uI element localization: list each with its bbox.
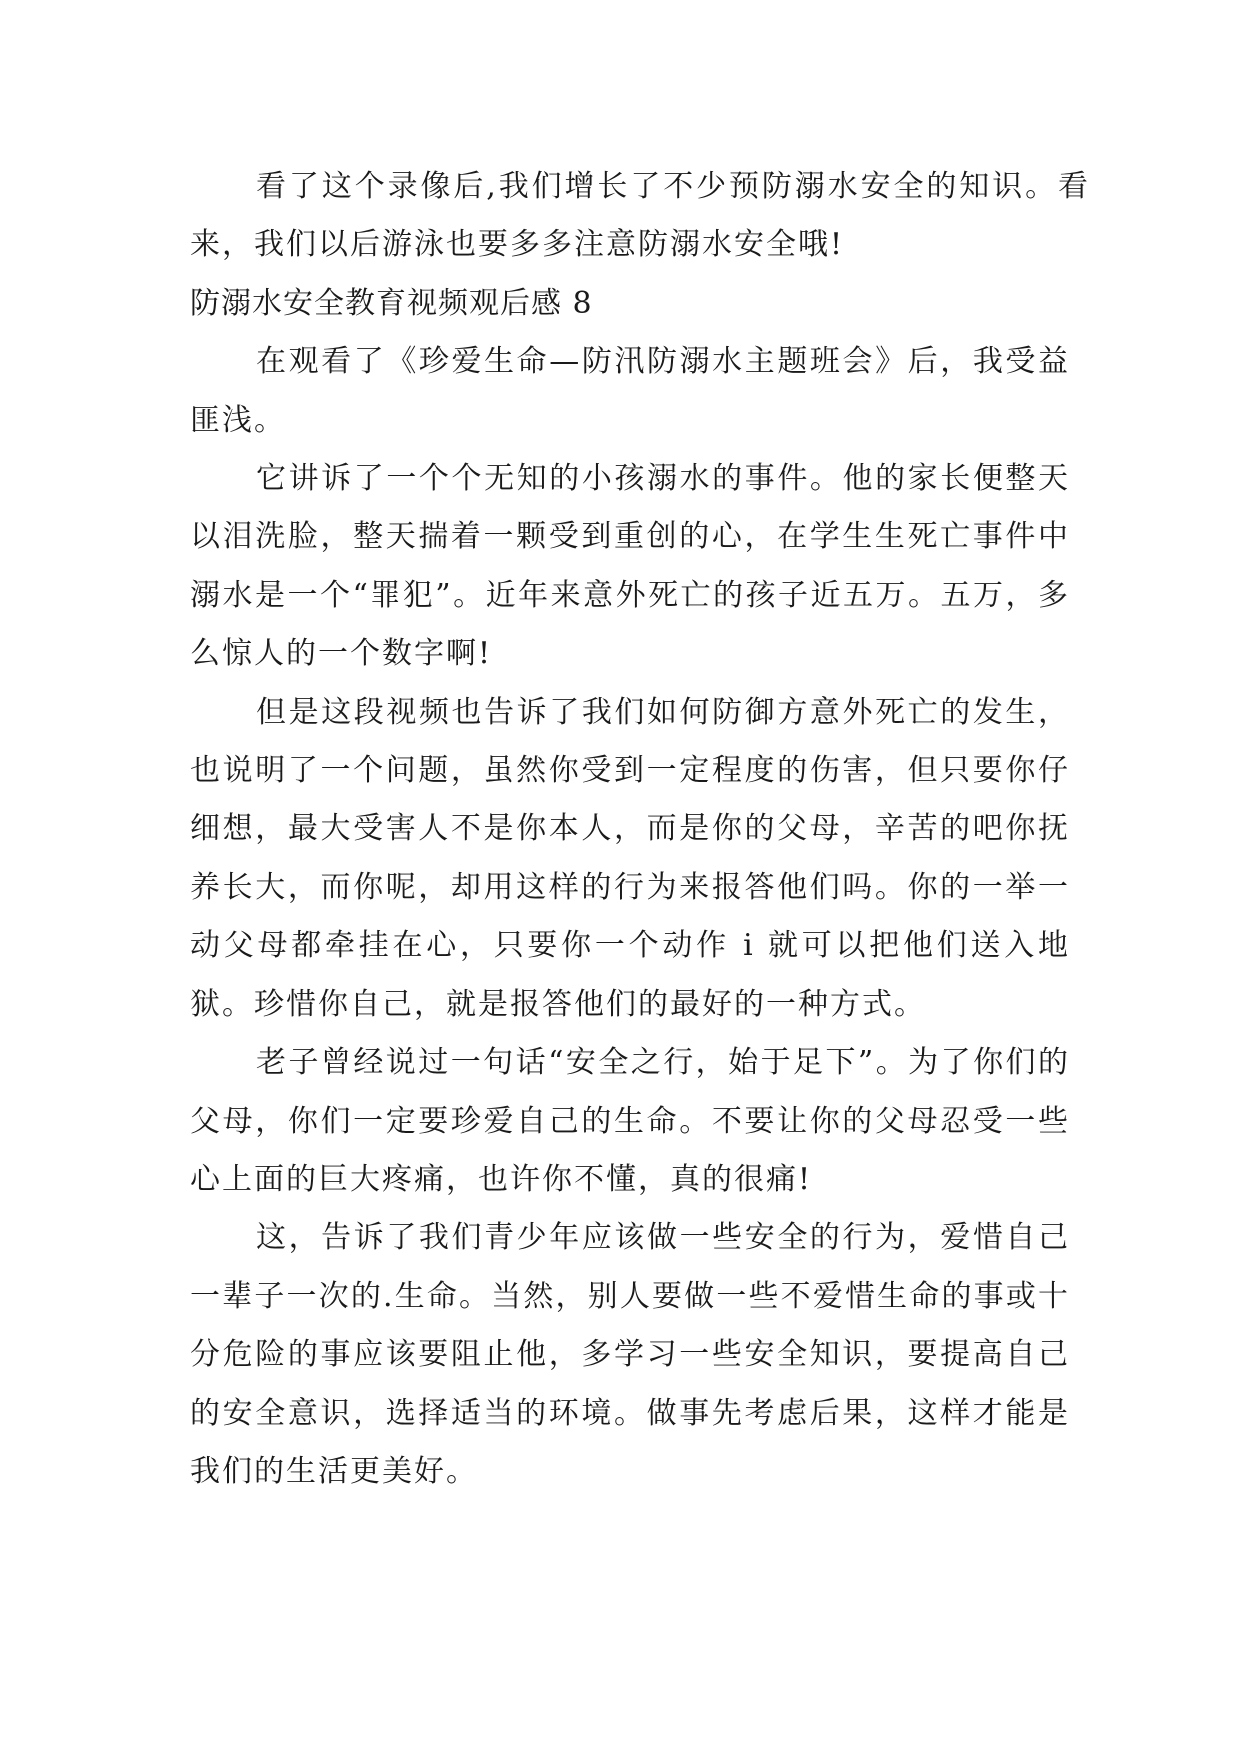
paragraph-5: 这，告诉了我们青少年应该做一些安全的行为，爱惜自己一辈子一次的.生命。当然，别人要做一些不爱惜生命的事或十分危险的事应该要阻止他，多学习一些安全知识，要提高自己的安全意识，选择适当的环境。做事先考虑后果，这样才能是我们的生活更美好。 (190, 1220, 1070, 1489)
paragraph-1: 在观看了《珍爱生命—防汛防溺水主题班会》后，我受益匪浅。 (190, 344, 1070, 438)
paragraph-2: 它讲诉了一个个无知的小孩溺水的事件。他的家长便整天以泪洗脸，整天揣着一颗受到重创的心，在学生生死亡事件中溺水是一个“罪犯”。近年来意外死亡的孩子近五万。五万，多么惊人的一个数字啊! (190, 461, 1070, 672)
intro-paragraph: 看了这个录像后,我们增长了不少预防溺水安全的知识。看来，我们以后游泳也要多多注意防溺水安全哦! (190, 169, 1090, 263)
section-title: 防溺水安全教育视频观后感 8 (190, 285, 593, 321)
document-body (190, 158, 1090, 1501)
paragraph-3: 但是这段视频也告诉了我们如何防御方意外死亡的发生，也说明了一个问题，虽然你受到一定程度的伤害，但只要你仔细想，最大受害人不是你本人，而是你的父母，辛苦的吧你抚养长大，而你呢，却用这样的行为来报答他们吗。你的一举一动父母都牵挂在心，只要你一个动作 i 就可以把他们送入地狱。珍惜你自己，就是报答他们的最好的一种方式。 (190, 694, 1070, 1022)
paragraph-4: 老子曾经说过一句话“安全之行，始于足下”。为了你们的父母，你们一定要珍爱自己的生命。不要让你的父母忍受一些心上面的巨大疼痛，也许你不懂，真的很痛! (190, 1045, 1070, 1197)
